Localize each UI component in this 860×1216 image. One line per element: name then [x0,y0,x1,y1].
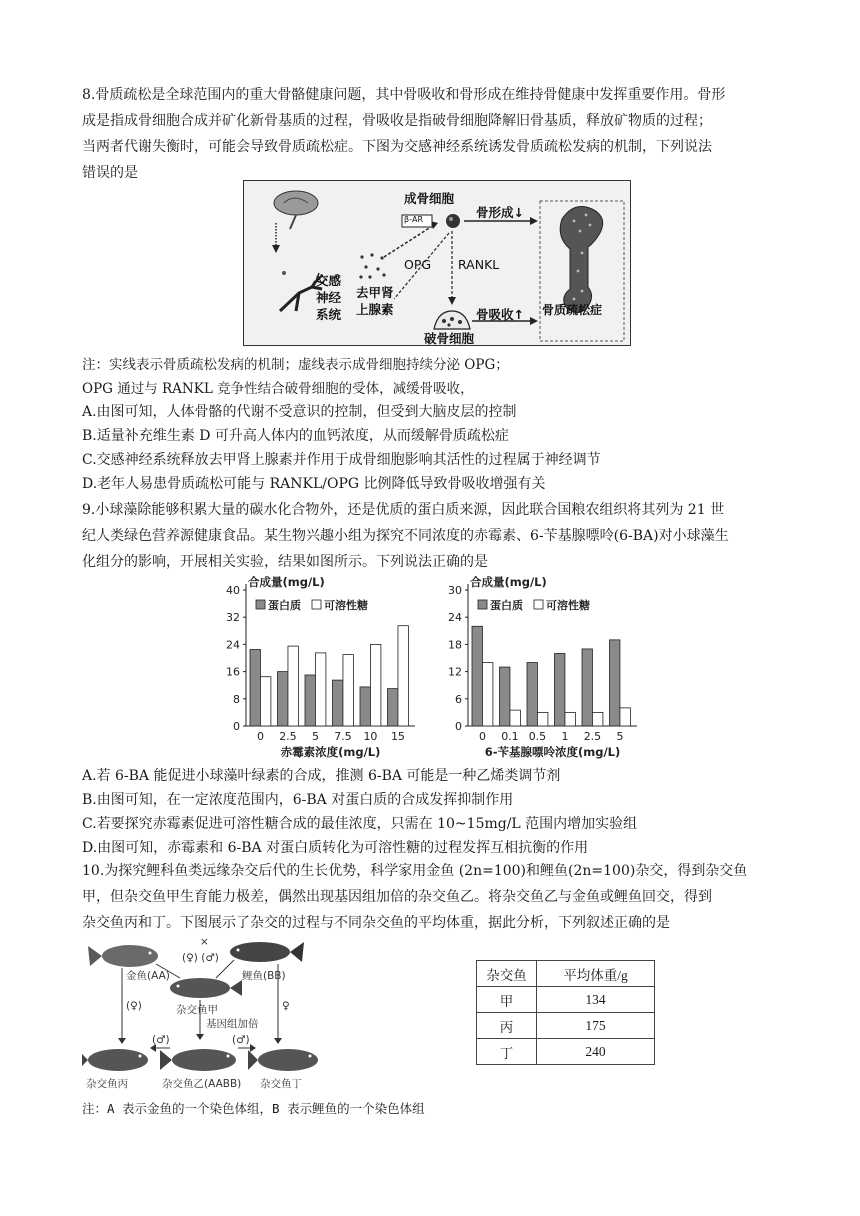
bar [388,689,398,726]
hybrid-c-label: 杂交鱼丙 [86,1078,128,1090]
osteoblast-label: 成骨细胞 [404,191,455,206]
table-row [477,1013,655,1039]
bar [278,672,288,726]
q8-stem-line-4: 错误的是 [82,165,138,181]
beta-ar-receptor-label: β-AR [404,215,424,224]
y-tick-label: 16 [226,665,240,679]
cross-symbol: × [200,936,209,948]
hybrid-d-label: 杂交鱼丁 [260,1078,302,1090]
q8-stem-line-3: 当两者代谢失衡时，可能会导致骨质疏松症。下图为交感神经系统诱发骨质疏松发病的机制，下列说法 [82,139,712,155]
q10-note: 注：A 表示金鱼的一个染色体组，B 表示鲤鱼的一个染色体组 [82,1101,425,1116]
q8-stem-line-1: 8.骨质疏松是全球范围内的重大骨骼健康问题，其中骨吸收和骨形成在维持骨健康中发挥重要作用。骨形 [82,87,726,103]
bar [288,646,298,726]
q10-stem-line-2: 甲，但杂交鱼甲生育能力极差，偶然出现基因组加倍的杂交鱼乙。将杂交鱼乙与金鱼或鲤鱼回交，得到 [82,889,712,905]
y-tick-label: 12 [448,665,462,679]
table-row [477,987,655,1013]
6ba-bar-chart [432,574,647,764]
bar [370,644,380,726]
carp-icon [230,942,304,962]
genome-doubling-label: 基因组加倍 [206,1018,259,1030]
y-tick-label: 0 [455,720,462,733]
bar [260,677,270,726]
q8-option-b: B.适量补充维生素 D 可升高人体内的血钙浓度，从而缓解骨质疏松症 [82,428,509,444]
osteoporosis-label: 骨质疏松症 [542,303,603,317]
hybrid-a-label: 杂交鱼甲 [176,1004,218,1016]
x-tick-label: 10 [363,730,378,743]
bar [527,663,537,726]
y-axis-label: 合成量(mg/L) [470,575,547,589]
x-axis-label: 赤霉素浓度(mg/L) [280,745,381,759]
legend-swatch [256,600,265,609]
bar [472,626,482,726]
bar [537,712,547,726]
y-tick-label: 24 [226,638,240,652]
hybrid-fish-b-icon [160,1049,236,1071]
q9-option-d: D.由图可知，赤霉素和 6-BA 对蛋白质转化为可溶性糖的过程发挥互相抗衡的作用 [82,840,589,856]
q9-option-a: A.若 6-BA 能促进小球藻叶绿素的合成，推测 6-BA 可能是一种乙烯类调节剂 [82,768,561,784]
rankl-label: RANKL [458,257,500,272]
table-cell-fish: 丙 [477,1013,537,1039]
bar [305,675,315,726]
q8-note-2: OPG 通过与 RANKL 竞争性结合破骨细胞的受体，减缓骨吸收， [82,381,474,397]
hybrid-fish-a-icon [170,978,242,998]
bone-resorption-label: 骨吸收↑ [476,307,524,322]
q9-stem [82,497,782,575]
legend-swatch [478,600,487,609]
legend-swatch [534,600,543,609]
bar [620,708,630,726]
table-header-fish: 杂交鱼 [477,961,537,987]
q8-option-c: C.交感神经系统释放去甲肾上腺素并作用于成骨细胞影响其活性的过程属于神经调节 [82,452,601,468]
y-axis-label: 合成量(mg/L) [248,575,325,589]
q9-stem-line-1: 9.小球藻除能够积累大量的碳水化合物外，还是优质的蛋白质来源，因此联合国粮农组织将其列为 21 世 [82,502,725,518]
cross-male-right-label: (♂) [232,1034,250,1046]
x-tick-label: 1 [561,730,569,743]
legend-label: 可溶性糖 [324,599,368,612]
bar [592,712,602,726]
bar [610,640,620,726]
legend-label: 可溶性糖 [546,599,590,612]
6ba-chart [432,574,647,768]
gibberellin-chart [210,574,425,768]
x-tick-label: 0 [478,730,486,743]
y-tick-label: 24 [448,611,462,625]
table-cell-weight: 134 [537,987,655,1013]
q9-stem-line-3: 化组分的影响，开展相关实验，结果如图所示。下列说法正确的是 [82,554,488,570]
x-tick-label: 0.5 [528,730,547,743]
bone-formation-label: 骨形成↓ [476,205,524,220]
sns-label-3: 系统 [316,307,342,322]
gibberellin-bar-chart [210,574,425,764]
cross-male-left-label: (♂) [152,1034,170,1046]
hybrid-weight-table [476,960,655,1065]
cross-female-right-label: ♀ [282,1000,290,1012]
x-tick-label: 5 [616,730,624,743]
q10-stem-line-3: 杂交鱼丙和丁。下图展示了杂交的过程与不同杂交鱼的平均体重，据此分析，下列叙述正确的是 [82,915,670,931]
q8-note-1: 注：实线表示骨质疏松发病的机制；虚线表示成骨细胞持续分泌 OPG； [82,357,509,373]
bar [333,680,343,726]
y-tick-label: 30 [448,584,462,597]
q9-stem-line-2: 纪人类绿色营养源健康食品。某生物兴趣小组为探究不同浓度的赤霉素、6-苄基腺嘌呤(6-BA)对小球藻生 [82,528,729,544]
x-tick-label: 0.1 [501,730,519,743]
bar [510,710,520,726]
y-tick-label: 32 [226,611,240,625]
x-tick-label: 15 [390,730,405,743]
cross-female-left-label: (♀) [126,1000,142,1012]
goldfish-label: 金鱼(AA) [126,970,170,982]
osteoclast-label: 破骨细胞 [424,331,475,346]
q10-stem-line-1: 10.为探究鲤科鱼类远缘杂交后代的生长优势，科学家用金鱼 (2n=100)和鲤鱼(2n=100)杂交，得到杂交鱼 [82,863,748,879]
norepinephrine-label-2: 上腺素 [356,302,394,317]
y-tick-label: 6 [455,692,462,706]
x-axis-label: 6-苄基腺嘌呤浓度(mg/L) [484,745,621,759]
bar [343,655,353,726]
norepinephrine-label-1: 去甲肾 [356,285,394,300]
bar [555,653,565,726]
legend-label: 蛋白质 [268,599,301,612]
sns-label-2: 神经 [316,290,342,305]
hybrid-fish-figure [82,936,332,1096]
bar [482,663,492,726]
q9-option-c: C.若要探究赤霉素促进可溶性糖合成的最佳浓度，只需在 10~15mg/L 范围内增加实验组 [82,816,638,832]
y-tick-label: 18 [448,638,462,652]
bar [565,712,575,726]
sns-label-1: 交感 [316,273,342,288]
q8-option-d: D.老年人易患骨质疏松可能与 RANKL/OPG 比例降低导致骨吸收增强有关 [82,476,546,492]
parent-sex-label: (♀) (♂) [182,952,219,964]
carp-label: 鲤鱼(BB) [242,970,286,982]
hybrid-b-label: 杂交鱼乙(AABB) [162,1078,242,1090]
osteoporosis-mechanism-figure [243,180,631,346]
bar [315,653,325,726]
hybrid-fish-d-icon [248,1049,318,1071]
x-tick-label: 2.5 [583,730,602,743]
table-cell-fish: 丁 [477,1039,537,1065]
legend-label: 蛋白质 [490,599,523,612]
bar [582,649,592,726]
opg-label: OPG [404,257,432,272]
x-tick-label: 2.5 [279,730,297,743]
table-cell-weight: 240 [537,1039,655,1065]
table-header-weight: 平均体重/g [537,961,655,987]
bar [398,626,408,726]
q8-stem [82,82,782,186]
hybrid-fish-c-icon [82,1049,148,1071]
x-tick-label: 7.5 [334,730,352,743]
x-tick-label: 5 [311,730,319,743]
q8-option-a: A.由图可知，人体骨骼的代谢不受意识的控制，但受到大脑皮层的控制 [82,404,517,420]
y-tick-label: 0 [233,720,240,733]
table-cell-weight: 175 [537,1013,655,1039]
y-tick-label: 8 [233,692,240,706]
table-cell-fish: 甲 [477,987,537,1013]
y-tick-label: 40 [226,584,240,597]
bar [360,687,370,726]
bar [500,667,510,726]
table-header-row [477,961,655,987]
table-row [477,1039,655,1065]
goldfish-icon [88,945,158,967]
legend-swatch [312,600,321,609]
q9-option-b: B.由图可知，在一定浓度范围内，6-BA 对蛋白质的合成发挥抑制作用 [82,792,514,808]
bar [250,650,260,727]
q10-stem [82,858,782,936]
q8-stem-line-2: 成是指成骨细胞合成并矿化新骨基质的过程，骨吸收是指破骨细胞降解旧骨基质，释放矿物质的过程； [82,113,712,129]
x-tick-label: 0 [256,730,264,743]
